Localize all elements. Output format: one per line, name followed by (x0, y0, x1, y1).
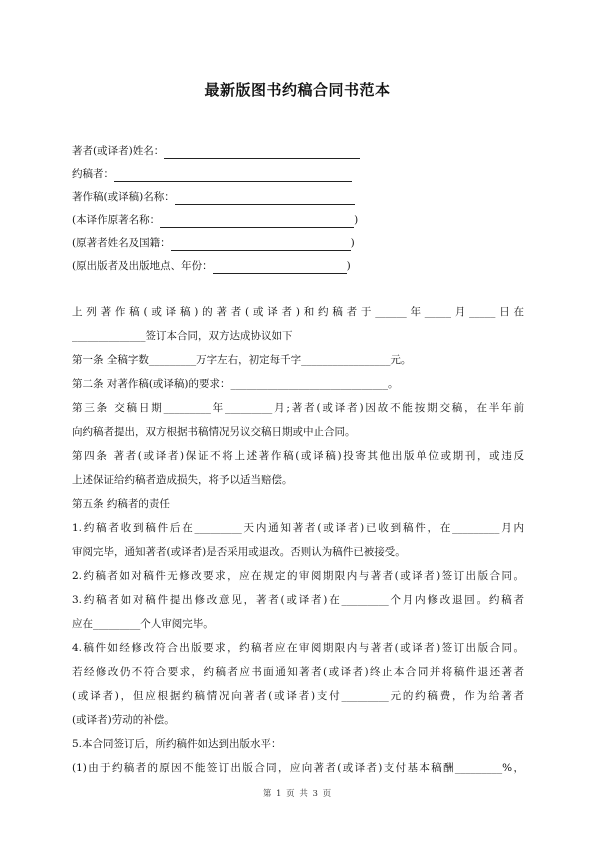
section-heading: 第五条 约稿者的责任 (72, 498, 170, 510)
paragraph-line: 2.约稿者如对稿件无修改要求，应在规定的审阅期限内与著者(或译者)签订出版合同。 (72, 570, 524, 582)
paragraph-line: 3.约稿者如对稿件提出修改意见，著者(或译者)在_________个月内修改退回。约稿者 (72, 594, 524, 606)
paragraph-line: 审阅完毕，通知著者(或译者)是否采用或退改。否则认为稿件已被接受。 (72, 546, 406, 558)
paragraph-line: 若经修改仍不符合要求，约稿者应书面通知著者(或译者)终止本合同并将稿件退还著者 (72, 666, 524, 678)
field-label: 著者(或译者)姓名： (72, 145, 165, 157)
field-blank (160, 215, 354, 228)
field-blank (114, 169, 352, 182)
paragraph-line: 1.约稿者收到稿件后在_________天内通知著者(或译者)已收到稿件，在_________月内 (72, 522, 524, 534)
paragraph-line: 第一条 全稿字数_________万字左右，初定每千字_________________元。 (72, 354, 412, 366)
field-label: (原出版者及出版地点、年份： (72, 260, 213, 272)
paragraph-line: (或译者)劳动的补偿。 (72, 714, 175, 726)
page-footer: 第 1 页 共 3 页 (262, 789, 333, 799)
field-original-publisher: (原出版者及出版地点、年份： ) (72, 260, 351, 272)
field-label: (本译作原著名称： (72, 214, 161, 226)
field-blank (171, 238, 351, 251)
field-blank (213, 261, 347, 274)
paragraph-line: 上列著作稿(或译稿)的著者(或译者)和约稿者于______年_____月_____日在 (72, 306, 524, 318)
paragraph-line: 应在_________个人审阅完毕。 (72, 618, 214, 630)
field-original-author: (原著者姓名及国籍： ) (72, 237, 355, 249)
paragraph-line: 5.本合同签订后，所约稿件如达到出版水平： (72, 738, 282, 750)
paragraph-line: (1)由于约稿者的原因不能签订出版合同，应向著者(或译者)支付基本稿酬_________%， (72, 762, 524, 774)
paragraph-line: 向约稿者提出，双方根据书稿情况另议交稿日期或中止合同。 (72, 426, 356, 438)
field-label: 约稿者： (72, 168, 114, 180)
paragraph-line: (或译者)，但应根据约稿情况向著者(或译者)支付_________元的约稿费，作为给著者 (72, 690, 524, 702)
paragraph-line: 4.稿件如经修改符合出版要求，约稿者应在审阅期限内与著者(或译者)签订出版合同。 (72, 642, 524, 654)
field-label: 著作稿(或译稿)名称： (72, 191, 175, 203)
field-author-name (72, 143, 360, 159)
paragraph-line: 第二条 对著作稿(或译稿)的要求：______________________________。 (72, 378, 399, 390)
document-title: 最新版图书约稿合同书范本 (204, 81, 391, 99)
field-label: (原著者姓名及国籍： (72, 237, 171, 249)
field-work-name (72, 189, 355, 205)
field-blank (175, 192, 355, 205)
paragraph-line: 第三条 交稿日期_________年_________月;著者(或译者)因故不能按期交稿，在半年前 (72, 402, 524, 414)
field-blank (164, 146, 360, 159)
field-commissioner (72, 166, 352, 182)
paragraph-line: ______________签订本合同，双方达成协议如下 (72, 330, 293, 342)
paragraph-line: 第四条 著者(或译者)保证不将上述著作稿(或译稿)投寄其他出版单位或期刊，或违反 (72, 450, 524, 462)
paragraph-line: 上述保证给约稿者造成损失，将予以适当赔偿。 (72, 474, 293, 486)
field-original-title: (本译作原著名称： ) (72, 214, 359, 226)
